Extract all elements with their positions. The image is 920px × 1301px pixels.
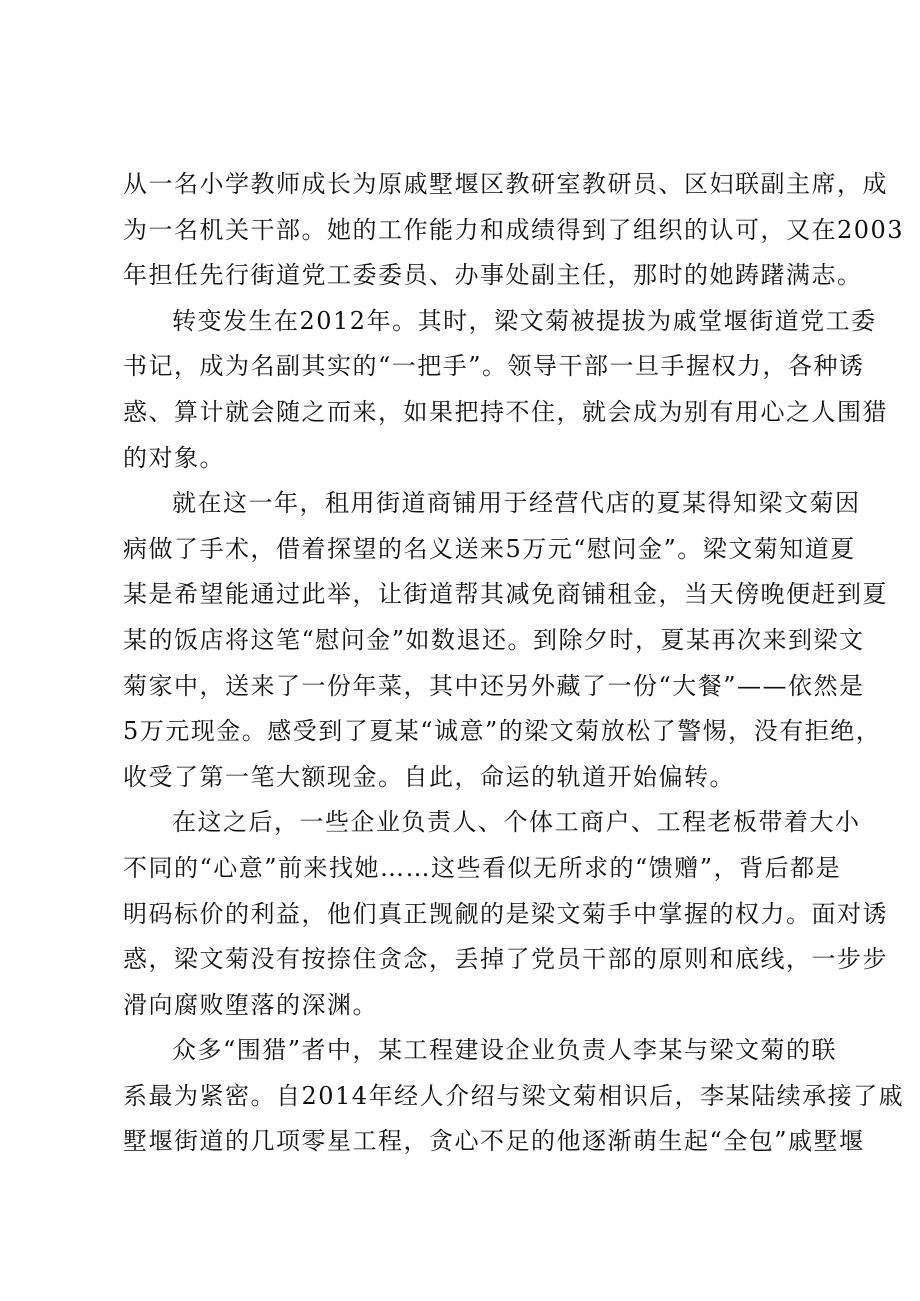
text-line-2: 为一名机关干部。她的工作能力和成绩得到了组织的认可，又在2003 xyxy=(123,215,905,244)
text-line-12: 菊家中，送来了一份年菜，其中还另外藏了一份“大餐”——依然是 xyxy=(123,671,865,700)
text-line-8: 就在这一年，租用街道商铺用于经营代店的夏某得知梁文菊因 xyxy=(172,489,861,518)
text-line-20: 众多“围猎”者中，某工程建设企业负责人李某与梁文菊的联 xyxy=(172,1036,838,1065)
text-line-21: 系最为紧密。自2014年经人介绍与梁文菊相识后，李某陆续承接了戚 xyxy=(123,1081,905,1110)
text-line-14: 收受了第一笔大额现金。自此，命运的轨道开始偏转。 xyxy=(123,762,735,791)
text-line-10: 某是希望能通过此举，让街道帮其减免商铺租金，当天傍晚便赶到夏 xyxy=(123,580,888,609)
text-line-3: 年担任先行街道党工委委员、办事处副主任，那时的她踌躇满志。 xyxy=(123,261,863,290)
text-line-1: 从一名小学教师成长为原戚墅堰区教研室教研员、区妇联副主席，成 xyxy=(123,170,888,198)
text-line-7: 的对象。 xyxy=(123,443,225,472)
text-line-15: 在这之后，一些企业负责人、个体工商户、工程老板带着大小 xyxy=(172,808,861,837)
text-line-22: 墅堰街道的几项零星工程，贪心不足的他逐渐萌生起“全包”戚墅堰 xyxy=(123,1127,865,1156)
text-line-17: 明码标价的利益，他们真正觊觎的是梁文菊手中掌握的权力。面对诱 xyxy=(123,899,888,928)
text-line-6: 惑、算计就会随之而来，如果把持不住，就会成为别有用心之人围猎 xyxy=(123,397,888,426)
text-line-19: 滑向腐败堕落的深渊。 xyxy=(123,990,378,1019)
text-line-13: 5万元现金。感受到了夏某“诚意”的梁文菊放松了警惕，没有拒绝， xyxy=(123,717,882,746)
text-line-18: 惑，梁文菊没有按捺住贪念，丢掉了党员干部的原则和底线，一步步 xyxy=(123,945,888,974)
text-line-16: 不同的“心意”前来找她……这些看似无所求的“馈赠”，背后都是 xyxy=(123,853,842,882)
text-line-5: 书记，成为名副其实的“一把手”。领导干部一旦手握权力，各种诱 xyxy=(123,352,865,381)
text-line-11: 某的饭店将这笔“慰问金”如数退还。到除夕时，夏某再次来到梁文 xyxy=(123,625,865,654)
text-line-9: 病做了手术，借着探望的名义送来5万元“慰问金”。梁文菊知道夏 xyxy=(123,534,856,563)
text-line-4: 转变发生在2012年。其时，梁文菊被提拔为戚堂堰街道党工委 xyxy=(172,306,877,335)
article-body xyxy=(123,162,905,1165)
